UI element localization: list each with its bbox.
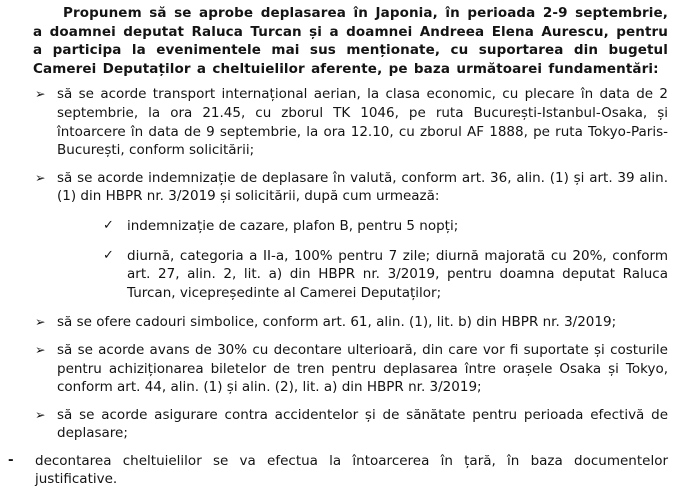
arrow-bullet-icon: ➢ bbox=[35, 341, 46, 357]
sub-item-text: diurnă, categoria a II-a, 100% pentru 7 zile; diurnă majorată cu 20%, conform art. 27, alin. 2, lit. a) din HBPR nr. 3/2019, pentru doamna deputat Raluca Turcan, vicepreședinte al Camerei Deputaților; bbox=[127, 247, 668, 301]
list-item-text: să se acorde indemnizație de deplasare în valută, conform art. 36, alin. (1) și art. 39 alin. (1) din HBPR nr. 3/2019 și solicitării, după cum urmează: bbox=[57, 169, 668, 205]
checkmark-icon: ✓ bbox=[103, 217, 114, 233]
arrow-bullet-icon: ➢ bbox=[35, 314, 46, 330]
list-item-indemnization bbox=[33, 169, 668, 303]
closing-note-text: decontarea cheltuielilor se va efectua la întoarcerea în țară, în baza documentelor justificative. bbox=[35, 452, 668, 488]
closing-note bbox=[8, 452, 668, 489]
checkmark-icon: ✓ bbox=[103, 247, 114, 263]
sub-item-per-diem bbox=[103, 247, 668, 303]
dash-bullet-icon: - bbox=[8, 451, 14, 468]
list-item-gifts bbox=[33, 313, 668, 332]
arrow-bullet-icon: ➢ bbox=[35, 169, 46, 185]
sub-item-accommodation bbox=[103, 217, 668, 236]
list-item-text: să se ofere cadouri simbolice, conform art. 61, alin. (1), lit. b) din HBPR nr. 3/2019; bbox=[57, 314, 617, 331]
sub-item-list bbox=[57, 217, 668, 302]
list-item-insurance bbox=[33, 406, 668, 443]
arrow-bullet-icon: ➢ bbox=[35, 406, 46, 422]
list-item-text: să se acorde transport internațional aerian, la clasa economic, cu plecare în data de 2 septembrie, la ora 21.45, cu zborul TK 1046, pe ruta București-Istanbul-Osaka, și întoarcere în data de 9 septembrie, la ora 12.10, cu zborul AF 1888, pe ruta Tokyo-Paris-București, conform solicitării; bbox=[57, 86, 668, 159]
list-item-transport bbox=[33, 85, 668, 159]
arrow-bullet-icon: ➢ bbox=[35, 86, 46, 102]
list-item-advance bbox=[33, 341, 668, 397]
list-item-text: să se acorde avans de 30% cu decontare ulterioară, din care vor fi suportate și costurile pentru achiziționarea biletelor de tren pentru deplasarea între orașele Osaka și Tokyo, conform art. 44, alin. (1) și alin. (2), lit. a) din HBPR nr. 3/2019; bbox=[57, 341, 668, 396]
intro-paragraph: Propunem să se aprobe deplasarea în Japonia, în perioada 2-9 septembrie, a doamnei deputat Raluca Turcan și a doamnei Andreea Elena Aurescu, pentru a participa la evenimentele mai sus menționate, cu suportarea din bugetul Camerei Deputaților a cheltuielilor aferente, pe baza următoarei fundamentări: bbox=[33, 5, 668, 77]
list-item-text: să se acorde asigurare contra accidentelor și de sănătate pentru perioada efectivă de deplasare; bbox=[57, 406, 668, 442]
sub-item-text: indemnizație de cazare, plafon B, pentru 5 nopți; bbox=[127, 217, 459, 234]
